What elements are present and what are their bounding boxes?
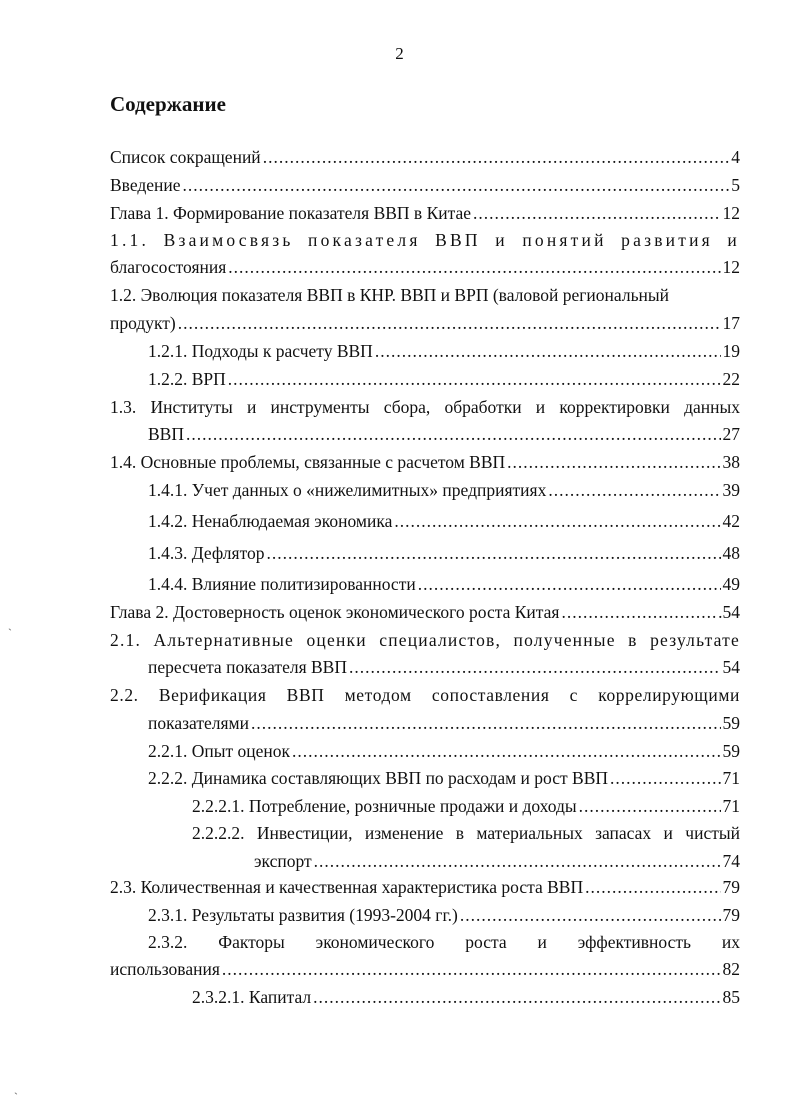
toc-entry-title: 1.4.4. Влияние политизированности — [148, 574, 416, 594]
dot-leader — [394, 510, 720, 532]
toc-entry-1-4 — [110, 451, 740, 473]
toc-page-number: 5 — [731, 175, 740, 195]
toc-entry-title: 2.3.1. Результаты развития (1993-2004 гг.) — [148, 905, 458, 925]
dot-leader — [561, 601, 716, 623]
toc-page-number: 71 — [722, 768, 740, 788]
toc-entry-title: использования — [110, 959, 220, 979]
page-number: 2 — [395, 44, 404, 63]
scan-speck: ˋ — [8, 626, 12, 640]
toc-entry-title: 2.3. Количественная и качественная характеристика роста ВВП — [110, 877, 584, 897]
toc-entry-2-2-2 — [148, 767, 740, 789]
toc-page-number: 4 — [731, 147, 740, 167]
dot-leader — [473, 202, 721, 224]
dot-leader — [579, 795, 721, 817]
dot-leader — [263, 146, 730, 168]
toc-entry-title: ВВП — [148, 424, 184, 444]
toc-entry-1-3 — [148, 423, 740, 445]
toc-entry-1-2 — [110, 312, 740, 334]
scan-speck: ˋ — [14, 1090, 18, 1104]
toc-entry-title: 1.4. Основные проблемы, связанные с расчетом ВВП — [110, 452, 506, 472]
toc-entry-title: Список сокращений — [110, 147, 261, 167]
toc-entry-title: Глава 2. Достоверность оценок экономического роста Китая — [110, 602, 560, 622]
toc-entry-title: Введение — [110, 175, 181, 195]
toc-page-number: 48 — [722, 543, 740, 563]
toc-entry-1-4-2 — [148, 510, 740, 532]
toc-page-number: 59 — [722, 713, 740, 733]
toc-page-number: 22 — [722, 369, 740, 389]
toc-entry-title: пересчета показателя ВВП — [148, 657, 347, 677]
toc-entry-chapter-1 — [110, 202, 740, 224]
page-title: Содержание — [110, 92, 226, 116]
toc-page-number: 54 — [722, 657, 740, 677]
toc-entry-2-3-1 — [148, 904, 740, 926]
toc-entry-2-3-2 — [110, 958, 740, 980]
dot-leader — [418, 573, 721, 595]
toc-page-number: 79 — [722, 905, 740, 925]
dot-leader — [183, 174, 730, 196]
toc-page-number: 27 — [722, 424, 740, 444]
toc-entry-title: экспорт — [254, 851, 312, 871]
toc-entry-1-4-3 — [148, 542, 740, 564]
toc-entry-title: 1.2.1. Подходы к расчету ВВП — [148, 341, 373, 361]
toc-page-number: 42 — [722, 511, 740, 531]
toc-page-number: 59 — [722, 741, 740, 761]
toc-page-number: 79 — [722, 877, 740, 897]
toc-entry-title: Глава 1. Формирование показателя ВВП в Китае — [110, 203, 471, 223]
toc-entry-1-4-4 — [148, 573, 740, 595]
toc-entry-1-1 — [110, 256, 740, 278]
toc-entry-1-2-1 — [148, 340, 740, 362]
toc-entry-2-2-2-2 — [254, 850, 740, 872]
dot-leader — [228, 368, 721, 390]
toc-entry-2-1-line1: 2.1. Альтернативные оценки специалистов, полученные в результате — [110, 630, 740, 650]
toc-page-number: .54 — [718, 602, 740, 622]
dot-leader — [266, 542, 720, 564]
toc-page-number: 19 — [722, 341, 740, 361]
toc-entry-2-2 — [148, 712, 740, 734]
dot-leader — [548, 479, 720, 501]
toc-page-number: 74 — [722, 851, 740, 871]
toc-entry-title: 2.2.1. Опыт оценок — [148, 741, 291, 761]
toc-page-number: 38 — [722, 452, 740, 472]
toc-page-number: 82 — [722, 959, 740, 979]
toc-entry-title: 1.4.3. Дефлятор — [148, 543, 265, 563]
dot-leader — [610, 767, 720, 789]
toc-entry-2-2-1 — [148, 740, 740, 762]
dot-leader — [186, 423, 721, 445]
toc-page-number: 17 — [722, 313, 740, 333]
toc-page-number: 12 — [722, 257, 740, 277]
toc-entry-chapter-2 — [110, 601, 740, 623]
dot-leader — [585, 876, 720, 898]
toc-page-number: 12 — [722, 203, 740, 223]
toc-entry-1-3-line1: 1.3. Институты и инструменты сбора, обработки и корректировки данных — [110, 397, 740, 417]
toc-entry-1-4-1 — [148, 479, 740, 501]
toc-entry-1-2-2 — [148, 368, 740, 390]
toc-entry-title: показателями — [148, 713, 249, 733]
toc-entry-1-1-line1: 1.1. Взаимосвязь показателя ВВП и понятий развития и — [110, 230, 740, 250]
dot-leader — [292, 740, 720, 762]
toc-entry-2-3-2-1 — [192, 986, 740, 1008]
dot-leader — [222, 958, 721, 980]
toc-entry-introduction — [110, 174, 740, 196]
toc-entry-1-2-line1: 1.2. Эволюция показателя ВВП в КНР. ВВП и ВРП (валовой региональный — [110, 285, 670, 305]
dot-leader — [460, 904, 721, 926]
dot-leader — [178, 312, 721, 334]
dot-leader — [375, 340, 721, 362]
toc-entry-2-3 — [110, 876, 740, 898]
toc-entry-title: 2.2.2.1. Потребление, розничные продажи и доходы — [192, 796, 577, 816]
dot-leader — [313, 986, 720, 1008]
dot-leader — [228, 256, 720, 278]
toc-entry-title: 1.2.2. ВРП — [148, 369, 226, 389]
dot-leader — [251, 712, 721, 734]
toc-entry-title: благосостояния — [110, 257, 227, 277]
toc-entry-title: 1.4.2. Ненаблюдаемая экономика — [148, 511, 393, 531]
toc-page-number: 39 — [722, 480, 740, 500]
dot-leader — [507, 451, 720, 473]
toc-entry-title: 2.3.2.1. Капитал — [192, 987, 312, 1007]
toc-entry-title: 1.4.1. Учет данных о «нижелимитных» предприятиях — [148, 480, 547, 500]
toc-entry-2-3-2-line1: 2.3.2. Факторы экономического роста и эффективность их — [148, 932, 740, 952]
toc-page-number: 49 — [722, 574, 740, 594]
toc-entry-2-1 — [148, 656, 740, 678]
toc-page-number: 85 — [722, 987, 740, 1007]
toc-page-number: 71 — [722, 796, 740, 816]
toc-entry-2-2-line1: 2.2. Верификация ВВП методом сопоставления с коррелирующими — [110, 685, 740, 705]
toc-entry-abbreviations — [110, 146, 740, 168]
toc-entry-title: 2.2.2. Динамика составляющих ВВП по расходам и рост ВВП — [148, 768, 609, 788]
dot-leader — [314, 850, 721, 872]
dot-leader — [349, 656, 721, 678]
toc-entry-2-2-2-1 — [192, 795, 740, 817]
toc-entry-title: продукт) — [110, 313, 176, 333]
toc-entry-2-2-2-2-line1: 2.2.2.2. Инвестиции, изменение в материальных запасах и чистый — [192, 823, 740, 843]
